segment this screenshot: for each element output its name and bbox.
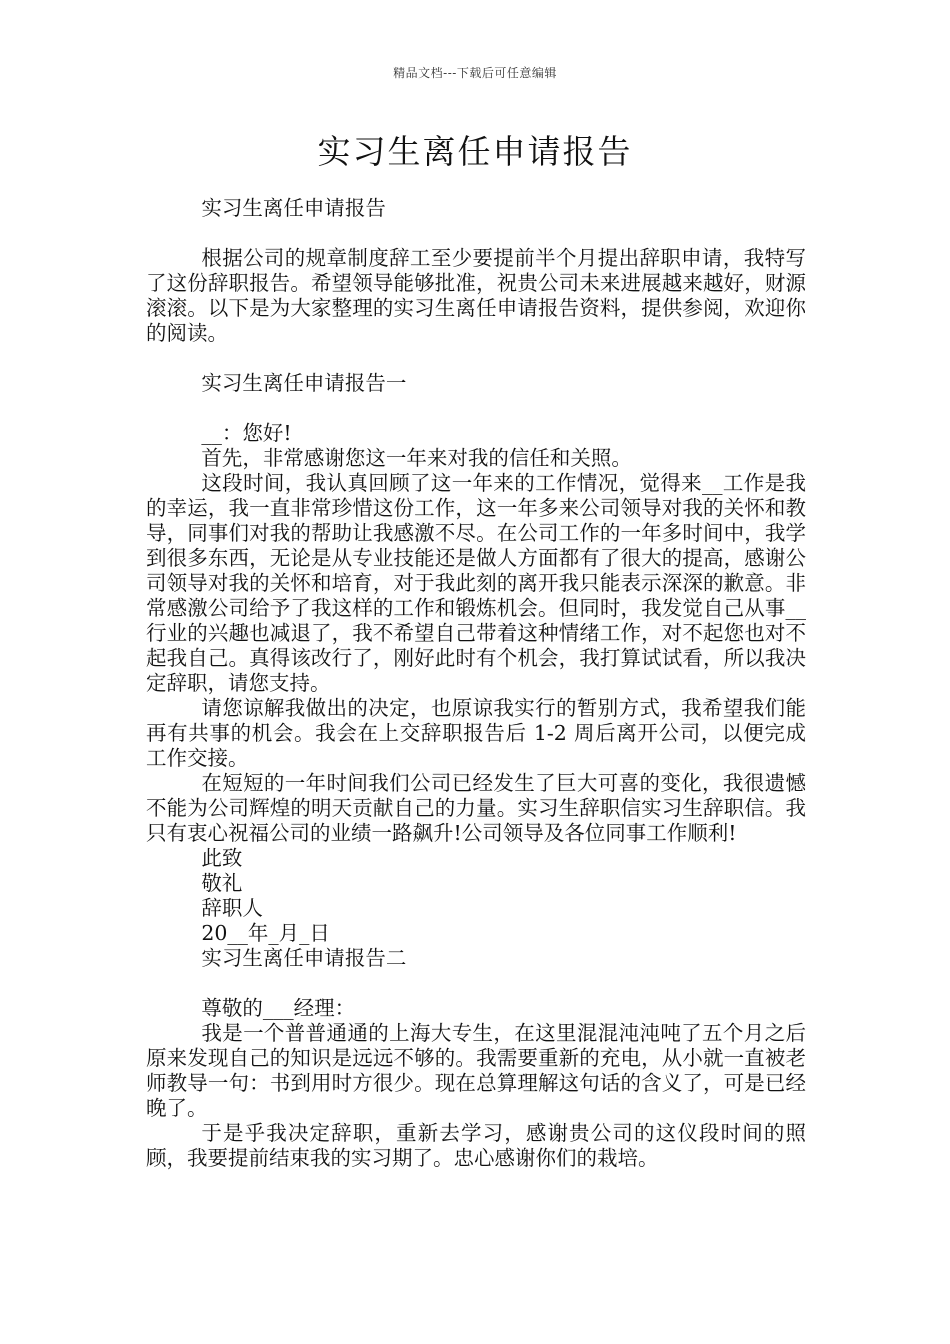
body-paragraph: 首先，非常感谢您这一年来对我的信任和关照。 [201, 446, 632, 470]
section-heading-one: 实习生离任申请报告一 [201, 371, 407, 395]
body-paragraph: 于是乎我决定辞职，重新去学习，感谢贵公司的这仪段时间的照顾，我要提前结束我的实习期了。忠心感谢你们的栽培。 [146, 1121, 806, 1170]
salutation-two: 尊敬的___经理： [201, 996, 356, 1020]
intro-paragraph: 根据公司的规章制度辞工至少要提前半个月提出辞职申请，我特写了这份辞职报告。希望领导能够批准，祝贵公司未来进展越来越好，财源滚滚。以下是为大家整理的实习生离任申请报告资料，提供参阅，欢迎你的阅读。 [146, 246, 806, 345]
signature-line: 辞职人 [201, 896, 263, 920]
body-paragraph: 这段时间，我认真回顾了这一年来的工作情况，觉得来__工作是我的幸运，我一直非常珍惜这份工作，这一年多来公司领导对我的关怀和教导，同事们对我的帮助让我感激不尽。在公司工作的一年多时间中，我学到很多东西，无论是从专业技能还是做人方面都有了很大的提高，感谢公司领导对我的关怀和培育，对于我此刻的离开我只能表示深深的歉意。非常感激公司给予了我这样的工作和锻炼机会。但同时，我发觉自己从事__行业的兴趣也减退了，我不希望自己带着这种情绪工作，对不起您也对不起我自己。真得该改行了，刚好此时有个机会，我打算试试看，所以我决定辞职，请您支持。 [146, 471, 806, 695]
section-heading-two: 实习生离任申请报告二 [201, 946, 407, 970]
subtitle-paragraph: 实习生离任申请报告 [201, 196, 386, 220]
date-line: 20__年_月_日 [201, 921, 330, 945]
closing-line: 敬礼 [201, 871, 243, 895]
body-paragraph: 在短短的一年时间我们公司已经发生了巨大可喜的变化，我很遗憾不能为公司辉煌的明天贡献自己的力量。实习生辞职信实习生辞职信。我只有衷心祝福公司的业绩一路飙升!公司领导及各位同事工作顺利! [146, 771, 806, 845]
body-paragraph: 我是一个普普通通的上海大专生，在这里混混沌沌吨了五个月之后原来发现自己的知识是远远不够的。我需要重新的充电，从小就一直被老师教导一句：书到用时方很少。现在总算理解这句话的含义了，可是已经晚了。 [146, 1021, 806, 1120]
document-title: 实习生离任申请报告 [317, 132, 633, 171]
body-paragraph: 请您谅解我做出的决定，也原谅我实行的暂别方式，我希望我们能再有共事的机会。我会在上交辞职报告后 1-2 周后离开公司，以便完成工作交接。 [146, 696, 806, 770]
document-body [146, 196, 806, 1171]
closing-line: 此致 [201, 846, 243, 870]
salutation-one: __：您好! [201, 421, 292, 445]
page-header-note: 精品文档---下载后可任意编辑 [393, 66, 557, 80]
